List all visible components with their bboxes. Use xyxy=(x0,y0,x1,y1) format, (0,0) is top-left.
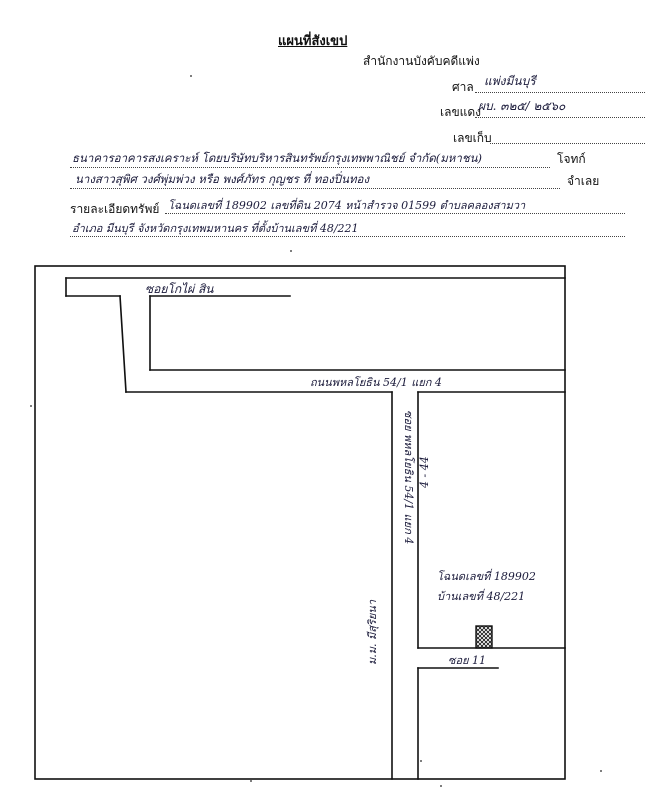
house-number-label: บ้านเลขที่ 48/221 xyxy=(437,590,526,603)
property-detail-text: โฉนดเลขที่ 189902 เลขที่ดิน 2074 หน้าสำรวจ 01599 ตำบลคลองสามวา xyxy=(168,199,526,212)
bottom-left-road-label: ม.ม. มีสุริยนา xyxy=(366,599,379,665)
plaintiff-text: ธนาคารอาคารสงเคราะห์ โดยบริษัทบริหารสินทรัพย์กรุงเทพพาณิชย์ จำกัด(มหาชน) xyxy=(72,151,482,165)
property-location-text: อำเภอ มีนบุรี จังหวัดกรุงเทพมหานคร ที่ตั้งบ้านเลขที่ 48/221 xyxy=(72,222,359,235)
red-number-value: ผบ. ๓๒๕/ ๒๕๖๐ xyxy=(478,99,566,113)
office-name: สำนักงานบังคับคดีแพ่ง xyxy=(363,54,480,68)
lane-left-edge xyxy=(120,296,126,392)
vertical-road-label: ซอย พหลโยธิน 54/1 แยก 4 xyxy=(402,410,415,545)
property-detail-label: รายละเอียดทรัพย์ xyxy=(70,202,160,216)
main-road-label: ถนนพหลโยธิน 54/1 แยก 4 xyxy=(310,376,442,389)
plaintiff-suffix: โจทก์ xyxy=(557,152,586,166)
red-number-label: เลขแดง xyxy=(440,105,482,119)
soi-11-label: ซอย 11 xyxy=(448,654,487,667)
court-value: แพ่งมีนบุรี xyxy=(484,74,536,88)
defendant-text: นางสาวสุพิศ วงศ์พุ่มพ่วง หรือ พงศ์ภัทร กุญชร ที่ ทองปิ่นทอง xyxy=(75,172,370,186)
map-frame xyxy=(35,266,565,779)
side-distance-label: 4 - 44 xyxy=(418,456,431,488)
receipt-number-label: เลขเก็บ xyxy=(453,131,492,145)
property-parcel xyxy=(476,626,492,648)
soi-top-label: ซอยโกไผ่ สิน xyxy=(145,282,214,296)
defendant-suffix: จำเลย xyxy=(567,174,600,188)
page-title: แผนที่สังเขป xyxy=(278,34,348,49)
deed-number-label: โฉนดเลขที่ 189902 xyxy=(437,570,536,583)
court-label: ศาล xyxy=(452,80,474,94)
